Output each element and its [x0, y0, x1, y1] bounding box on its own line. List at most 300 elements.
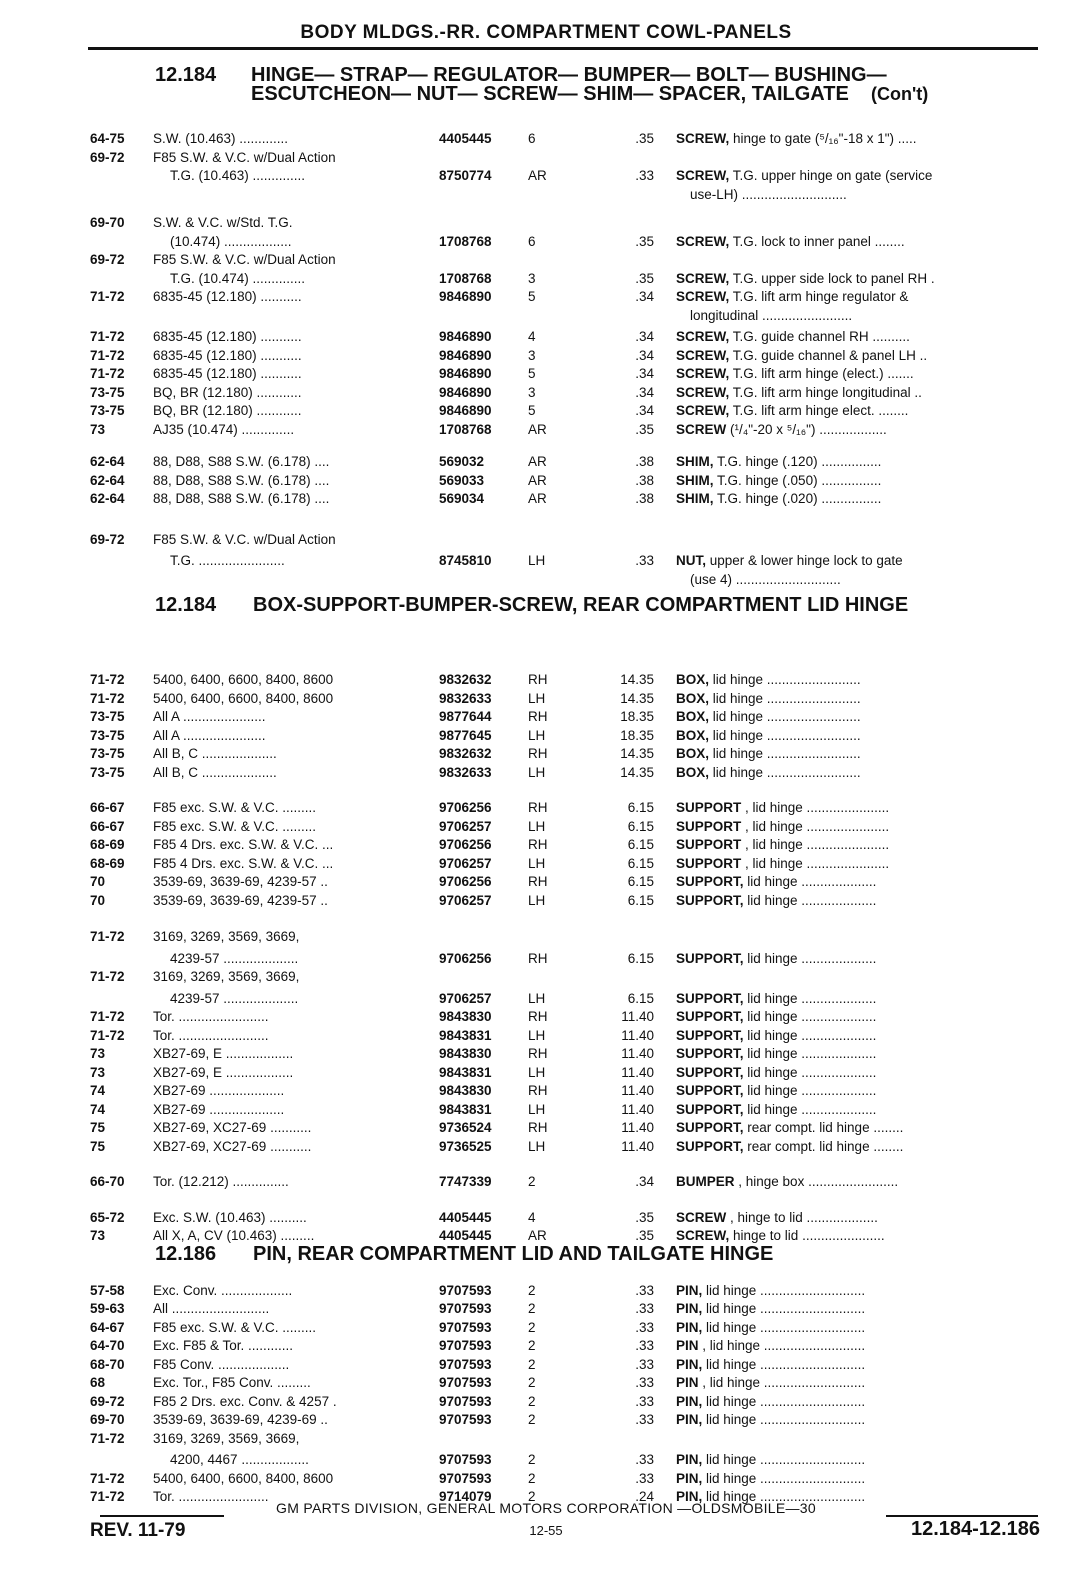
model-description: S.W. (10.463) ............. — [153, 131, 289, 146]
model-year: 68-69 — [90, 837, 125, 852]
footer-page-number: 12-55 — [529, 1523, 563, 1538]
parts-row — [0, 765, 1092, 780]
part-name — [676, 131, 1040, 146]
part-number: 9706257 — [439, 855, 492, 871]
parts-row — [0, 289, 1092, 304]
part-name — [676, 473, 1040, 488]
part-name-detail: , lid hinge ...................... — [741, 818, 890, 834]
parts-row — [0, 1412, 1092, 1427]
part-name — [676, 1357, 1040, 1372]
quantity: LH — [528, 1064, 546, 1080]
part-name-keyword: PIN, — [676, 1489, 703, 1504]
model-description: F85 exc. S.W. & V.C. ......... — [153, 818, 317, 834]
part-name-detail: T.G. guide channel RH .......... — [729, 329, 910, 344]
part-number: 9843830 — [439, 1009, 492, 1024]
model-year: 71-72 — [90, 1489, 125, 1504]
quantity: 6 — [528, 233, 536, 249]
price: 6.15 — [627, 874, 654, 889]
part-name-detail: , lid hinge ...................... — [741, 855, 890, 871]
part-name — [676, 1301, 1040, 1316]
part-number: 569032 — [439, 454, 485, 469]
part-name-keyword: SCREW, — [676, 270, 730, 286]
part-name-detail: lid hinge .................... — [743, 990, 877, 1006]
model-description: All .......................... — [153, 1301, 270, 1316]
part-name-detail: lid hinge .................... — [743, 1009, 877, 1024]
part-name-detail: lid hinge ............................ — [702, 1470, 866, 1486]
price: .34 — [635, 329, 654, 344]
parts-row — [0, 691, 1092, 706]
quantity: LH — [528, 764, 546, 780]
part-name — [676, 1283, 1040, 1298]
quantity: AR — [528, 1228, 547, 1243]
part-name — [676, 1210, 1040, 1225]
model-year: 73-75 — [90, 709, 125, 724]
part-number: 9707593 — [439, 1412, 492, 1427]
quantity: AR — [528, 491, 547, 506]
quantity: AR — [528, 454, 547, 469]
model-description: 6835-45 (12.180) ........... — [153, 347, 302, 363]
model-description: 4239-57 .................... — [170, 950, 299, 966]
quantity: RH — [528, 950, 548, 966]
price: 6.15 — [627, 855, 654, 871]
part-name-detail: T.G. lift arm hinge (elect.) ....... — [729, 366, 914, 381]
price: .33 — [635, 1412, 654, 1427]
parts-row — [0, 215, 1092, 230]
part-name-detail: lid hinge .................... — [743, 1027, 877, 1043]
part-number: 9706257 — [439, 818, 492, 834]
part-name-detail: lid hinge ............................ — [702, 1301, 866, 1316]
part-name-keyword: BOX, — [676, 690, 710, 706]
price: .35 — [635, 131, 654, 146]
part-name — [676, 874, 1040, 889]
part-name-keyword: SCREW, — [676, 289, 730, 304]
part-number: 9706257 — [439, 990, 492, 1006]
price: 6.15 — [627, 818, 654, 834]
part-name — [676, 819, 1040, 834]
section-title-text: PIN, REAR COMPARTMENT LID AND TAILGATE HINGE — [253, 1242, 774, 1265]
parts-row — [0, 1283, 1092, 1298]
part-name-detail: , lid hinge ...................... — [741, 837, 890, 852]
model-year: 68 — [90, 1375, 106, 1390]
part-name-detail: lid hinge ......................... — [709, 709, 861, 724]
price: 6.15 — [627, 892, 654, 908]
part-name-keyword: NUT, — [676, 553, 706, 568]
quantity: AR — [528, 168, 547, 183]
part-name-keyword: BOX, — [676, 709, 710, 724]
part-number: 9706256 — [439, 837, 492, 852]
model-description: F85 exc. S.W. & V.C. ......... — [153, 800, 317, 815]
price: .33 — [635, 553, 654, 568]
model-description: 5400, 6400, 6600, 8400, 8600 — [153, 672, 334, 687]
part-number: 9843830 — [439, 1083, 492, 1098]
parts-row — [0, 532, 1092, 547]
part-name-detail: lid hinge ......................... — [709, 672, 861, 687]
model-description: AJ35 (10.474) .............. — [153, 421, 295, 437]
quantity: 3 — [528, 347, 536, 363]
part-name — [676, 951, 1040, 966]
part-number: 8750774 — [439, 168, 492, 183]
model-year: 71-72 — [90, 690, 125, 706]
parts-row — [0, 572, 1092, 587]
part-name-detail: hinge to lid ...................... — [729, 1228, 885, 1243]
model-description: XB27-69, E .................. — [153, 1064, 294, 1080]
parts-row — [0, 1046, 1092, 1061]
quantity: 2 — [528, 1301, 536, 1316]
parts-row — [0, 1102, 1092, 1117]
part-name-keyword: SCREW, — [676, 329, 730, 344]
parts-row — [0, 1065, 1092, 1080]
parts-row — [0, 1009, 1092, 1024]
part-name — [676, 800, 1040, 815]
price: .33 — [635, 1319, 654, 1335]
price: .34 — [635, 1174, 654, 1189]
parts-row — [0, 454, 1092, 469]
part-name — [676, 1338, 1040, 1353]
parts-row — [0, 819, 1092, 834]
part-name-keyword: SCREW, — [676, 384, 730, 400]
model-year: 71-72 — [90, 1430, 125, 1446]
model-description: F85 S.W. & V.C. w/Dual Action — [153, 252, 336, 267]
part-name-detail: T.G. lift arm hinge longitudinal .. — [729, 384, 922, 400]
part-name-keyword: SUPPORT, — [676, 1120, 744, 1135]
section-number: 12.184 — [155, 64, 217, 86]
model-year: 68-70 — [90, 1356, 125, 1372]
model-description: 5400, 6400, 6600, 8400, 8600 — [153, 1470, 334, 1486]
parts-row — [0, 252, 1092, 267]
model-year: 62-64 — [90, 491, 125, 506]
section-title-line1: HINGE— STRAP— REGULATOR— BUMPER— BOLT— BUSHING— — [251, 64, 887, 86]
part-name-continued: use-LH) ............................ — [690, 186, 847, 202]
part-name-keyword: SHIM, — [676, 454, 714, 469]
model-description: BQ, BR (12.180) ............ — [153, 403, 302, 418]
quantity: 2 — [528, 1412, 536, 1427]
model-description: 3169, 3269, 3569, 3669, — [153, 929, 300, 944]
part-number: 9736525 — [439, 1138, 492, 1154]
model-year: 59-63 — [90, 1301, 125, 1316]
part-name-detail: T.G. hinge (.020) ................ — [713, 491, 882, 506]
part-name-keyword: SUPPORT, — [676, 990, 744, 1006]
part-name — [676, 1009, 1040, 1024]
parts-row — [0, 422, 1092, 437]
model-description: Exc. S.W. (10.463) .......... — [153, 1209, 307, 1225]
price: 11.40 — [621, 1027, 654, 1043]
part-name-detail: , lid hinge ...................... — [741, 800, 890, 815]
price: .33 — [635, 1338, 654, 1353]
part-name-keyword: SUPPORT, — [676, 1138, 744, 1154]
part-name-keyword: SCREW, — [676, 403, 730, 418]
part-name-detail: rear compt. lid hinge ........ — [743, 1120, 904, 1135]
price: 18.35 — [620, 727, 654, 743]
part-name-detail: lid hinge .................... — [743, 1083, 877, 1098]
part-name-keyword: PIN, — [676, 1319, 703, 1335]
model-year: 73-75 — [90, 746, 125, 761]
part-name-keyword: SCREW, — [676, 347, 730, 363]
quantity: 2 — [528, 1338, 536, 1353]
quantity: AR — [528, 472, 547, 488]
section-title — [155, 596, 908, 615]
model-description: 6835-45 (12.180) ........... — [153, 329, 302, 344]
model-year: 69-70 — [90, 1412, 125, 1427]
quantity: RH — [528, 1120, 548, 1135]
parts-row — [0, 1120, 1092, 1135]
model-year: 69-70 — [90, 215, 125, 230]
quantity: 5 — [528, 403, 536, 418]
price: .35 — [635, 421, 654, 437]
part-number: 9706256 — [439, 800, 492, 815]
part-name-keyword: PIN, — [676, 1470, 703, 1486]
model-description: All A ...................... — [153, 709, 266, 724]
part-name-detail: upper & lower hinge lock to gate — [706, 553, 903, 568]
model-description: (10.474) .................. — [170, 233, 292, 249]
part-name-detail: lid hinge ............................ — [702, 1356, 866, 1372]
model-description: Exc. F85 & Tor. ............ — [153, 1338, 294, 1353]
quantity: 2 — [528, 1375, 536, 1390]
part-name-keyword: PIN, — [676, 1301, 703, 1316]
part-name-keyword: BUMPER — [676, 1174, 735, 1189]
part-name — [676, 746, 1040, 761]
part-name-detail: lid hinge ............................ — [702, 1319, 866, 1335]
model-description: 88, D88, S88 S.W. (6.178) .... — [153, 454, 330, 469]
price: .33 — [635, 1470, 654, 1486]
price: 11.40 — [621, 1138, 654, 1154]
part-number: 9707593 — [439, 1452, 492, 1467]
quantity: LH — [528, 1101, 546, 1117]
footer-publisher: GM PARTS DIVISION, GENERAL MOTORS CORPORATION —OLDSMOBILE—30 — [276, 1500, 816, 1516]
model-description: F85 4 Drs. exc. S.W. & V.C. ... — [153, 837, 334, 852]
model-year: 64-70 — [90, 1338, 125, 1353]
model-description: Tor. ........................ — [153, 1027, 269, 1043]
parts-row — [0, 168, 1092, 183]
part-name-detail: , hinge to lid ................... — [726, 1209, 878, 1225]
part-name-keyword: SCREW, — [676, 233, 730, 249]
part-name-detail: T.G. hinge (.050) ................ — [713, 472, 882, 488]
quantity: LH — [528, 1027, 546, 1043]
model-description: 3539-69, 3639-69, 4239-57 .. — [153, 892, 328, 908]
model-year: 75 — [90, 1120, 106, 1135]
price: .33 — [635, 1452, 654, 1467]
part-name — [676, 454, 1040, 469]
part-name-detail: lid hinge .................... — [743, 1101, 877, 1117]
part-name-keyword: BOX, — [676, 746, 710, 761]
quantity: LH — [528, 990, 546, 1006]
part-number: 9707593 — [439, 1356, 492, 1372]
model-description: T.G. ....................... — [170, 553, 285, 568]
model-year: 74 — [90, 1083, 106, 1098]
quantity: 4 — [528, 329, 536, 344]
price: .34 — [635, 347, 654, 363]
parts-row — [0, 473, 1092, 488]
model-year: 73-75 — [90, 764, 125, 780]
parts-row — [0, 348, 1092, 363]
part-name-detail: lid hinge ............................ — [702, 1393, 866, 1409]
model-year: 71-72 — [90, 347, 125, 363]
price: 6.15 — [627, 837, 654, 852]
model-description: XB27-69 .................... — [153, 1083, 285, 1098]
part-number: 9843831 — [439, 1101, 492, 1117]
model-description: 6835-45 (12.180) ........... — [153, 289, 302, 304]
quantity: LH — [528, 553, 546, 568]
part-name-detail: hinge to gate (⁵/₁₆"-18 x 1") ..... — [729, 131, 917, 146]
section-number: 12.186 — [155, 1242, 217, 1265]
parts-row — [0, 1210, 1092, 1225]
part-number: 9877644 — [439, 709, 492, 724]
parts-row — [0, 1357, 1092, 1372]
model-description: Tor. ........................ — [153, 1009, 269, 1024]
model-year: 71-72 — [90, 1009, 125, 1024]
model-year: 71-72 — [90, 929, 125, 944]
part-name-continued: (use 4) ............................ — [690, 571, 841, 587]
section-title-line2: ESCUTCHEON— NUT— SCREW— SHIM— SPACER, TAILGATE — [251, 83, 849, 105]
parts-row — [0, 150, 1092, 165]
part-number: 9846890 — [439, 403, 492, 418]
parts-row — [0, 131, 1092, 146]
part-name — [676, 837, 1040, 852]
model-description: T.G. (10.474) .............. — [170, 270, 306, 286]
model-description: 5400, 6400, 6600, 8400, 8600 — [153, 690, 334, 706]
part-number: 9707593 — [439, 1282, 492, 1298]
part-number: 9846890 — [439, 347, 492, 363]
part-name — [676, 289, 1040, 304]
parts-row — [0, 1431, 1092, 1446]
model-year: 64-67 — [90, 1319, 125, 1335]
part-name — [676, 422, 1040, 437]
parts-row — [0, 1083, 1092, 1098]
header-rule — [88, 47, 1038, 50]
part-number: 9832633 — [439, 764, 492, 780]
part-name-keyword: SUPPORT, — [676, 1027, 744, 1043]
part-name — [676, 1471, 1040, 1486]
part-number: 9707593 — [439, 1301, 492, 1316]
part-name-detail: lid hinge ............................ — [702, 1489, 866, 1504]
parts-row — [0, 893, 1092, 908]
parts-row — [0, 491, 1092, 506]
price: 11.40 — [621, 1046, 654, 1061]
part-name-detail: T.G. guide channel & panel LH .. — [729, 347, 928, 363]
model-year: 71-72 — [90, 969, 125, 984]
part-number: 9846890 — [439, 329, 492, 344]
model-description: Tor. (12.212) ............... — [153, 1174, 289, 1189]
section-number: 12.184 — [155, 594, 217, 616]
model-description: 6835-45 (12.180) ........... — [153, 366, 302, 381]
part-name-detail: lid hinge .................... — [743, 950, 877, 966]
model-description: 3169, 3269, 3569, 3669, — [153, 1430, 300, 1446]
model-description: Tor. ........................ — [153, 1489, 269, 1504]
quantity: 2 — [528, 1319, 536, 1335]
part-name-continued: longitudinal ........................ — [690, 307, 853, 323]
part-name-detail: lid hinge .................... — [743, 1064, 877, 1080]
part-name — [676, 1228, 1040, 1243]
parts-row — [0, 403, 1092, 418]
model-description: 4239-57 .................... — [170, 990, 299, 1006]
quantity: LH — [528, 690, 546, 706]
part-number: 7747339 — [439, 1174, 492, 1189]
part-number: 1708768 — [439, 270, 492, 286]
part-name-detail: lid hinge ............................ — [702, 1282, 866, 1298]
part-number: 9843830 — [439, 1046, 492, 1061]
model-year: 66-67 — [90, 800, 125, 815]
price: .38 — [635, 454, 654, 469]
price: 11.40 — [621, 1083, 654, 1098]
part-name-keyword: SUPPORT — [676, 818, 742, 834]
model-year: 74 — [90, 1101, 106, 1117]
model-year: 71-72 — [90, 672, 125, 687]
price: 11.40 — [621, 1101, 654, 1117]
parts-row — [0, 271, 1092, 286]
part-name-keyword: SUPPORT, — [676, 874, 744, 889]
section-title — [155, 1242, 774, 1265]
part-name — [676, 1412, 1040, 1427]
part-name — [676, 366, 1040, 381]
price: 14.35 — [620, 764, 654, 780]
quantity: LH — [528, 818, 546, 834]
quantity: LH — [528, 892, 546, 908]
quantity: 2 — [528, 1174, 536, 1189]
parts-row — [0, 672, 1092, 687]
part-name — [676, 1083, 1040, 1098]
part-number: 9707593 — [439, 1375, 492, 1390]
price: .33 — [635, 1301, 654, 1316]
parts-row — [0, 1174, 1092, 1189]
parts-row — [0, 728, 1092, 743]
part-name — [676, 672, 1040, 687]
price: .33 — [635, 1393, 654, 1409]
part-name-detail: , lid hinge ........................... — [698, 1375, 866, 1390]
part-number: 4405445 — [439, 1209, 492, 1225]
model-year: 73 — [90, 1046, 106, 1061]
part-name — [676, 1102, 1040, 1117]
parts-row — [0, 187, 1092, 202]
model-year: 57-58 — [90, 1282, 125, 1298]
price: .34 — [635, 384, 654, 400]
price: 11.40 — [621, 1064, 654, 1080]
part-name-detail: lid hinge ......................... — [709, 764, 861, 780]
part-number: 1708768 — [439, 233, 492, 249]
part-name — [676, 1452, 1040, 1467]
part-number: 9707593 — [439, 1393, 492, 1409]
part-number: 9706256 — [439, 874, 492, 889]
parts-row — [0, 1471, 1092, 1486]
price: 11.40 — [621, 1009, 654, 1024]
model-year: 68-69 — [90, 855, 125, 871]
model-year: 70 — [90, 892, 106, 908]
price: .34 — [635, 289, 654, 304]
part-name-detail: T.G. hinge (.120) ................ — [713, 454, 882, 469]
part-number: 9832633 — [439, 690, 492, 706]
price: 14.35 — [620, 690, 654, 706]
quantity: 5 — [528, 366, 536, 381]
parts-row — [0, 1320, 1092, 1335]
part-number: 9832632 — [439, 672, 492, 687]
part-name — [676, 1046, 1040, 1061]
part-name — [676, 1120, 1040, 1135]
part-number: 9736524 — [439, 1120, 492, 1135]
model-year: 71-72 — [90, 1027, 125, 1043]
quantity: 6 — [528, 131, 536, 146]
model-description: XB27-69, E .................. — [153, 1046, 294, 1061]
parts-row — [0, 991, 1092, 1006]
quantity: 2 — [528, 1393, 536, 1409]
footer-section-range: 12.184-12.186 — [910, 1518, 1040, 1540]
part-name — [676, 348, 1040, 363]
part-name-detail: rear compt. lid hinge ........ — [743, 1138, 904, 1154]
part-number: 9877645 — [439, 727, 492, 743]
model-description: T.G. (10.463) .............. — [170, 168, 306, 183]
part-number: 9714079 — [439, 1489, 492, 1504]
part-name-keyword: SCREW — [676, 421, 727, 437]
model-description: All X, A, CV (10.463) ......... — [153, 1228, 315, 1243]
model-description: F85 2 Drs. exc. Conv. & 4257 . — [153, 1393, 337, 1409]
parts-row — [0, 969, 1092, 984]
